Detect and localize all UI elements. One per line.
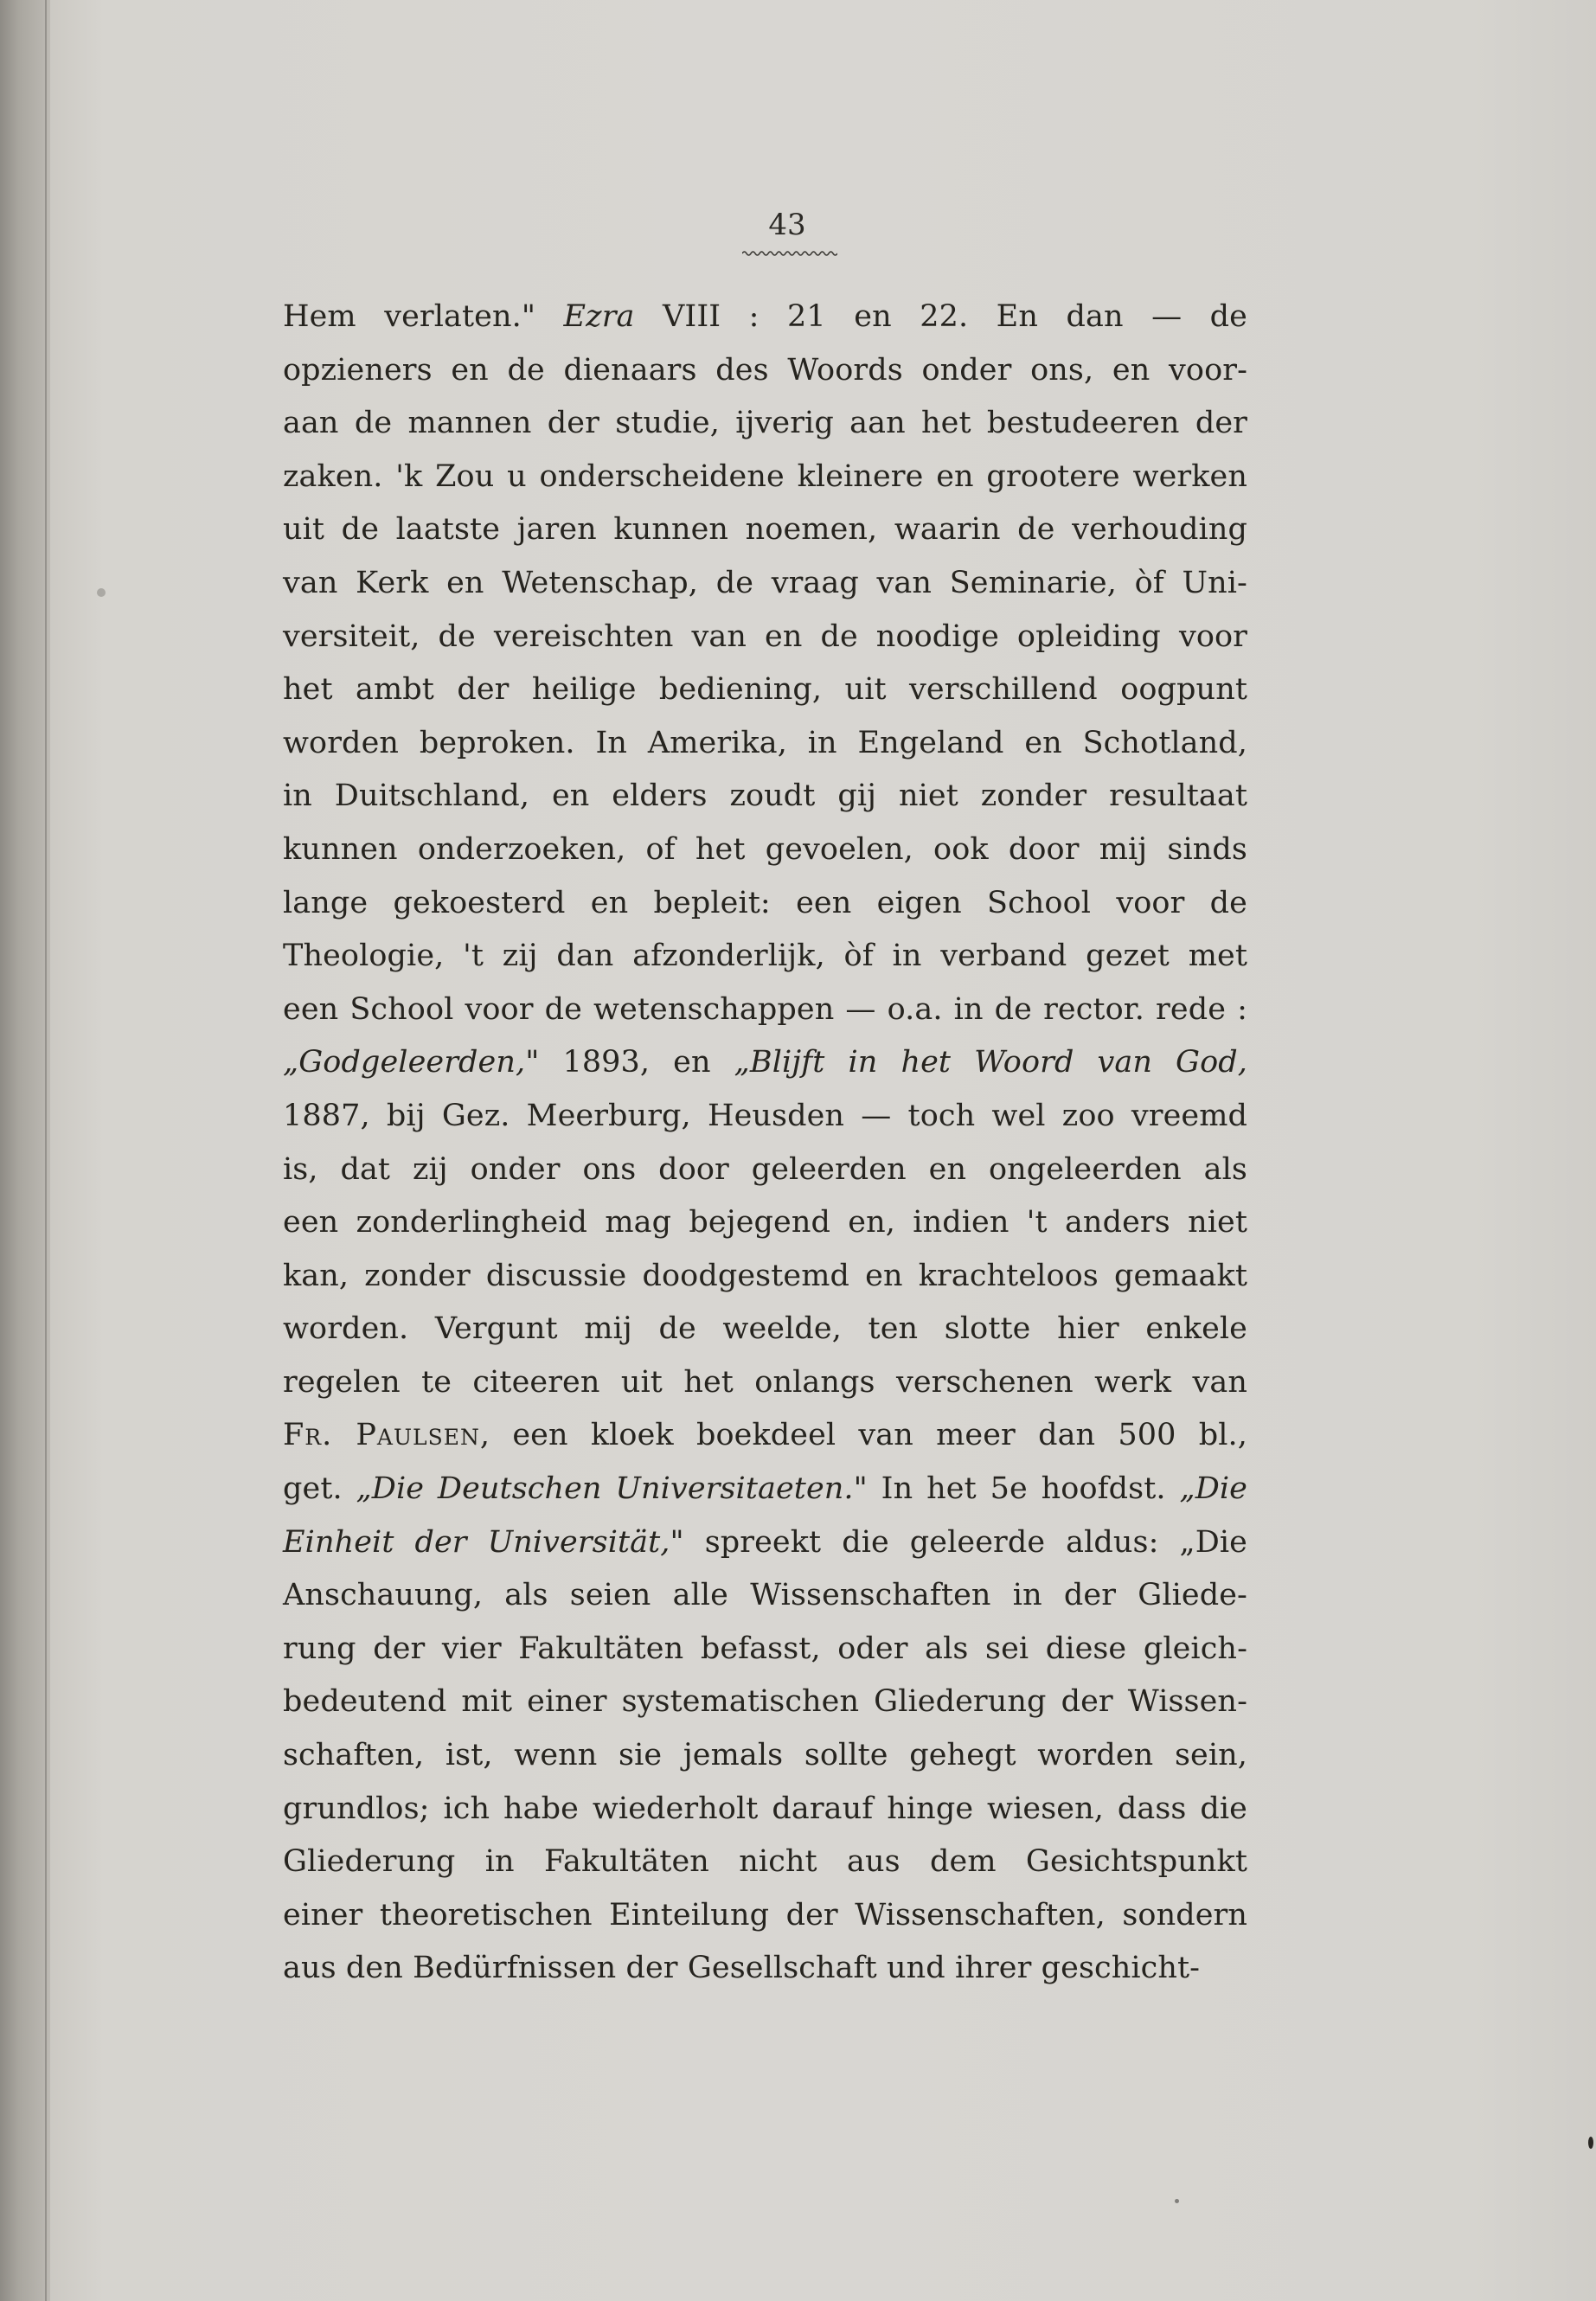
italic-text: „Die [1179,1471,1247,1507]
italic-text: „Die Deutschen Universitaeten." [356,1471,868,1507]
text-line [283,344,1247,398]
text-run: 1893, en [539,1045,734,1080]
text-line [283,1409,1247,1463]
text-line [283,1356,1247,1410]
paper-speck [1175,2199,1179,2203]
text-line [283,1729,1247,1783]
text-run: zaken. 'k Zou u onderscheidene kleinere en grootere werken [283,458,1247,494]
text-run: spreekt die geleerde aldus: „Die [683,1524,1247,1560]
italic-text: Ezra [563,299,635,334]
italic-text: „Godgeleerden," [283,1045,540,1080]
text-run: is, dat zij onder ons door geleerden en ongeleerden als [283,1151,1247,1187]
text-run: get. [283,1471,356,1507]
text-run: worden beproken. In Amerika, in Engeland en Schotland, [283,725,1247,760]
text-run: opzieners en de dienaars des Woords onder ons, en voor- [283,352,1247,388]
text-line [283,1196,1247,1250]
text-line [283,877,1247,931]
text-line [283,451,1247,504]
text-line [283,1889,1247,1943]
text-line [283,1836,1247,1889]
text-line [283,503,1247,557]
paper-speck [97,588,106,597]
text-run: regelen te citeeren uit het onlangs verschenen werk van [283,1364,1247,1400]
text-line [283,770,1247,824]
text-run: een School voor de wetenschappen — o.a. in de rector. rede : [283,991,1247,1027]
text-line [283,611,1247,664]
text-line [283,1463,1247,1516]
text-run: einer theoretischen Einteilung der Wissenschaften, sondern [283,1897,1247,1932]
text-run: VIII : 21 en 22. En dan — de [634,299,1247,334]
text-run: versiteit, de vereischten van en de noodige opleiding voor [283,619,1247,654]
page-binding-shadow [0,0,50,2301]
small-caps-name: Fr. Paulsen [283,1418,480,1453]
text-line [283,291,1247,344]
text-line [283,1569,1247,1623]
text-line [283,397,1247,451]
text-line [283,824,1247,877]
text-run: , een kloek boekdeel van meer dan 500 bl., [479,1418,1247,1453]
text-line [283,1942,1247,1996]
text-run: aus den Bedürfnissen der Gesellschaft und ihrer geschicht- [283,1951,1201,1986]
text-run: schaften, ist, wenn sie jemals sollte gehegt worden sein, [283,1738,1247,1773]
text-run: bedeutend mit einer systematischen Gliederung der Wissen- [283,1684,1247,1720]
page-number: 43 [768,208,806,242]
italic-text: Einheit der Universität," [283,1524,684,1560]
text-line [283,1090,1247,1144]
text-run: rung der vier Fakultäten befasst, oder als sei diese gleich- [283,1631,1247,1666]
body-text [283,291,1247,1996]
text-run: worden. Vergunt mij de weelde, ten slotte hier enkele [283,1311,1247,1347]
page-binding-edge [45,0,47,2301]
text-line [283,1036,1247,1090]
text-run: In het 5e hoofdst. [867,1471,1180,1507]
text-run: het ambt der heilige bediening, uit verschillend oogpunt [283,672,1247,708]
text-run: grundlos; ich habe wiederholt darauf hinge wiesen, dass die [283,1791,1247,1826]
text-line [283,984,1247,1037]
text-line [283,930,1247,984]
text-run: kunnen onderzoeken, of het gevoelen, ook door mij sinds [283,831,1247,867]
text-run: Hem verlaten." [283,299,564,334]
text-line [283,717,1247,771]
page-number-ornament [742,249,837,258]
text-run: kan, zonder discussie doodgestemd en krachteloos gemaakt [283,1258,1247,1293]
text-line [283,1676,1247,1729]
text-run: Anschauung, als seien alle Wissenschaften in der Gliede- [283,1578,1247,1613]
text-line [283,1144,1247,1197]
text-line [283,663,1247,717]
text-line [283,1623,1247,1676]
text-run: Theologie, 't zij dan afzonderlijk, òf in verband gezet met [283,939,1247,974]
text-line [283,1303,1247,1356]
text-line [283,1516,1247,1570]
italic-text: „Blijft in het Woord van God, [734,1045,1247,1080]
text-run: een zonderlingheid mag bejegend en, indien 't anders niet [283,1205,1247,1240]
text-run: van Kerk en Wetenschap, de vraag van Seminarie, òf Uni- [283,565,1247,600]
text-run: aan de mannen der studie, ijverig aan het bestudeeren der [283,406,1247,441]
text-line [283,1783,1247,1836]
text-run: uit de laatste jaren kunnen noemen, waarin de verhouding [283,512,1247,548]
text-line [283,557,1247,611]
text-run: in Duitschland, en elders zoudt gij niet zonder resultaat [283,779,1247,814]
text-line [283,1250,1247,1304]
text-run: lange gekoesterd en bepleit: een eigen School voor de [283,885,1247,920]
text-run: 1887, bij Gez. Meerburg, Heusden — toch wel zoo vreemd [283,1098,1247,1133]
paper-speck [1588,2137,1593,2149]
text-run: Gliederung in Fakultäten nicht aus dem Gesichtspunkt [283,1844,1247,1880]
